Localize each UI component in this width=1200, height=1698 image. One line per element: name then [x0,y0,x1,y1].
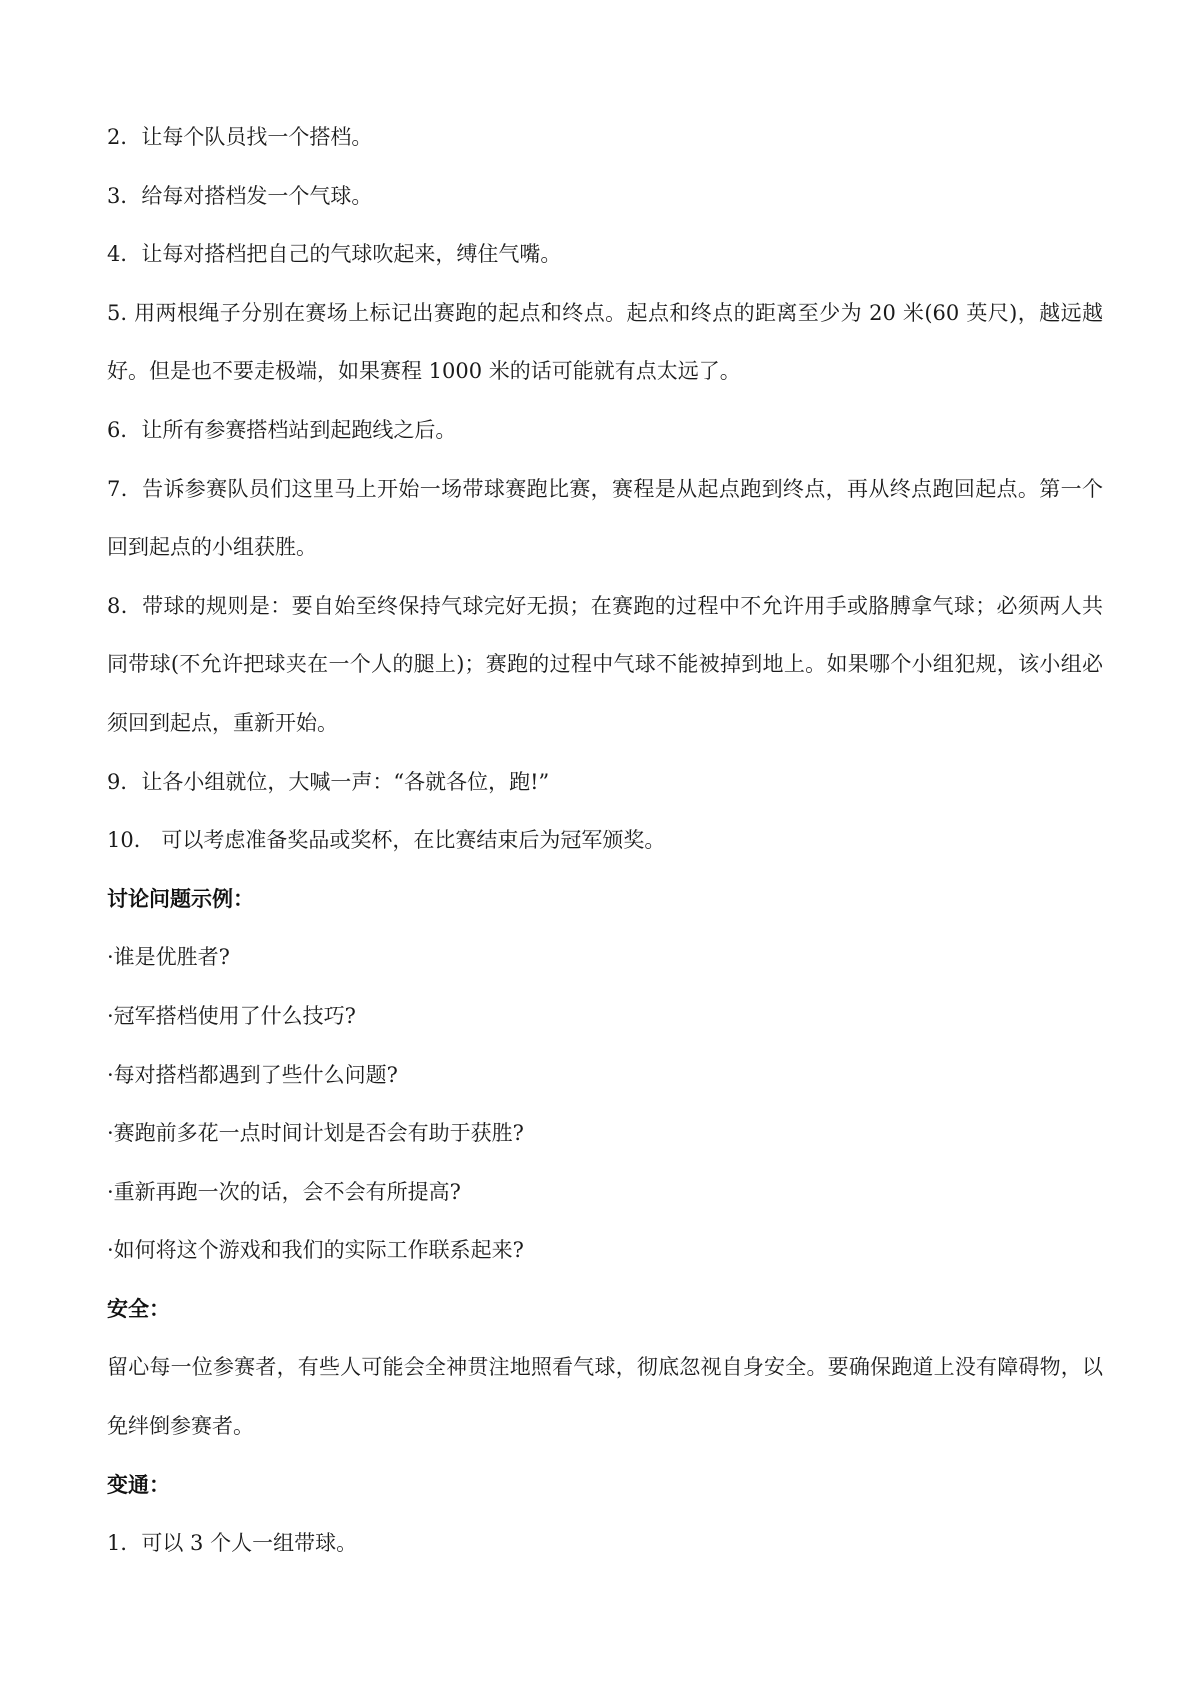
step-7: 7．告诉参赛队员们这里马上开始一场带球赛跑比赛，赛程是从起点跑到终点，再从终点跑回起点。第一个回到起点的小组获胜。 [107,476,1103,560]
step-9: 9．让各小组就位，大喊一声：“各就各位，跑!” [107,769,550,794]
discussion-heading: 讨论问题示例： [107,886,254,911]
step-3: 3．给每对搭档发一个气球。 [107,183,373,208]
step-5: 5. 用两根绳子分别在赛场上标记出赛跑的起点和终点。起点和终点的距离至少为 20 米(60 英尺)，越远越好。但是也不要走极端，如果赛程 1000 米的话可能就有点太远了。 [107,300,1103,384]
document-body [107,108,1103,1573]
variation-heading: 变通： [107,1472,170,1497]
discussion-question: ·谁是优胜者? [107,945,230,970]
variation-item: 1．可以 3 个人一组带球。 [107,1531,358,1556]
step-6: 6．让所有参赛搭档站到起跑线之后。 [107,417,457,442]
discussion-question: ·每对搭档都遇到了些什么问题? [107,1062,398,1087]
discussion-question: ·如何将这个游戏和我们的实际工作联系起来? [107,1238,524,1263]
step-4: 4．让每对搭档把自己的气球吹起来，缚住气嘴。 [107,242,562,267]
discussion-question: ·赛跑前多花一点时间计划是否会有助于获胜? [107,1121,524,1146]
step-10: 10． 可以考虑准备奖品或奖杯，在比赛结束后为冠军颁奖。 [107,828,666,853]
safety-text: 留心每一位参赛者，有些人可能会全神贯注地照看气球，彻底忽视自身安全。要确保跑道上没有障碍物，以免绊倒参赛者。 [107,1355,1103,1439]
safety-heading: 安全： [107,1296,170,1321]
discussion-question: ·重新再跑一次的话，会不会有所提高? [107,1179,461,1204]
discussion-question: ·冠军搭档使用了什么技巧? [107,1003,356,1028]
step-2: 2．让每个队员找一个搭档。 [107,125,373,149]
step-8: 8．带球的规则是：要自始至终保持气球完好无损；在赛跑的过程中不允许用手或胳膊拿气球；必须两人共同带球(不允许把球夹在一个人的腿上)；赛跑的过程中气球不能被掉到地上。如果哪个小组犯规，该小组必须回到起点，重新开始。 [107,593,1103,735]
